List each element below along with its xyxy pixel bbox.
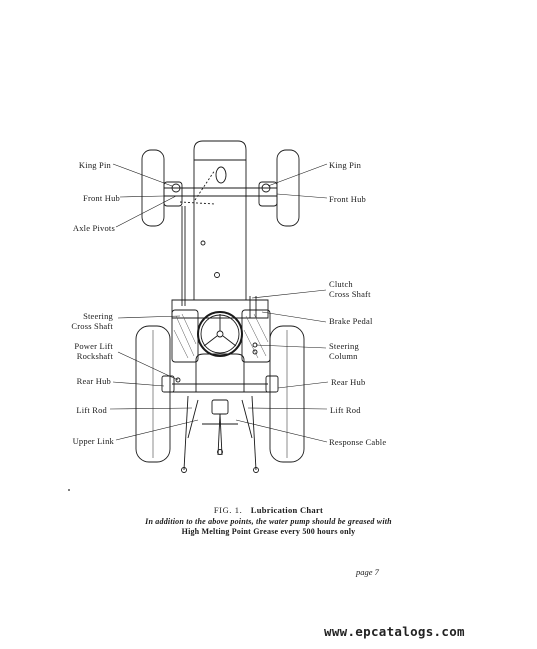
bonnet	[194, 141, 246, 300]
label-axle-pivots: Axle Pivots	[72, 223, 115, 233]
seat	[196, 354, 244, 392]
label-lift-rod-left: Lift Rod	[76, 405, 107, 415]
figure-title: Lubrication Chart	[250, 505, 324, 515]
label-steering-cross-shaft: Steering Cross Shaft	[71, 311, 113, 331]
figure-caption	[0, 505, 537, 515]
page-number: page 7	[356, 567, 379, 577]
label-power-lift-rockshaft: Power Lift Rockshaft	[74, 341, 113, 361]
label-front-hub-right: Front Hub	[329, 194, 366, 204]
figure-note-line1: In addition to the above points, the water pump should be greased with	[145, 517, 392, 526]
label-response-cable: Response Cable	[329, 437, 387, 447]
label-king-pin-left: King Pin	[78, 160, 111, 170]
label-rear-hub-left: Rear Hub	[76, 376, 111, 386]
watermark: www.epcatalogs.com	[324, 624, 465, 639]
figure-note-line2: High Melting Point Grease every 500 hours only	[181, 527, 356, 536]
label-upper-link: Upper Link	[72, 436, 114, 446]
front-right-wheel	[277, 150, 299, 226]
print-speck	[68, 489, 70, 491]
label-lift-rod-right: Lift Rod	[330, 405, 361, 415]
label-rear-hub-right: Rear Hub	[331, 377, 366, 387]
label-clutch-cross-shaft: Clutch Cross Shaft	[329, 279, 371, 299]
label-steering-column: Steering Column	[329, 341, 359, 361]
label-front-hub-left: Front Hub	[83, 193, 120, 203]
label-king-pin-right: King Pin	[329, 160, 362, 170]
figure-number: FIG. 1.	[213, 505, 243, 515]
label-brake-pedal: Brake Pedal	[329, 316, 373, 326]
front-left-wheel	[142, 150, 164, 226]
